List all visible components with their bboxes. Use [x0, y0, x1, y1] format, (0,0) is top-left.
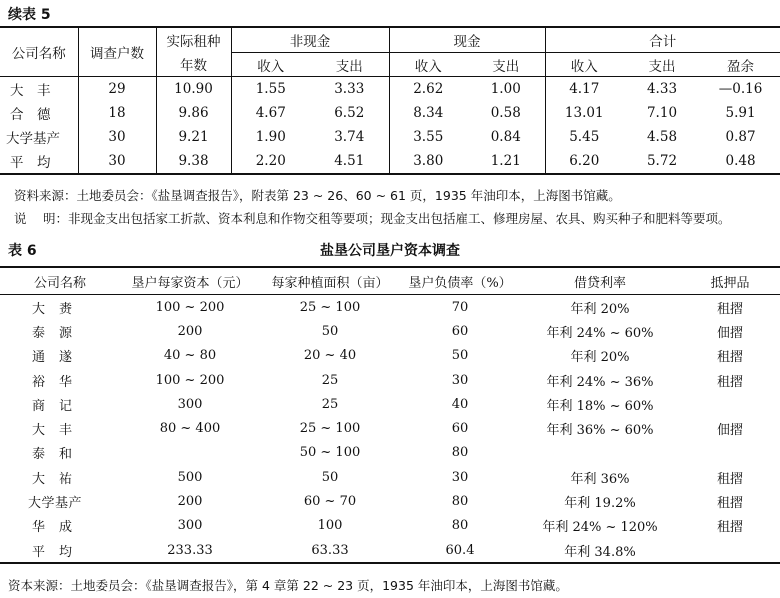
row-area: 25	[321, 396, 339, 412]
row-company: 裕 华	[32, 374, 73, 390]
table-row	[0, 392, 780, 416]
header-debt-rate: 垦户负债率（%）	[400, 267, 520, 295]
row-nc-expense: 3.74	[334, 129, 365, 145]
row-collateral: 租摺	[716, 496, 743, 512]
row-rate: 年利 34.8%	[520, 538, 680, 563]
header-cash-expense: 支出	[467, 53, 545, 77]
row-c-expense: 0.84	[490, 129, 521, 145]
row-collateral	[680, 538, 780, 563]
row-t-income: 6.20	[545, 149, 623, 174]
row-rate: 年利 20%	[570, 350, 630, 366]
row-rate: 年利 24% ~ 36%	[546, 374, 654, 390]
row-rate: 年利 19.2%	[564, 496, 636, 512]
row-capital: 100 ~ 200	[155, 372, 225, 388]
row-area: 50	[321, 469, 339, 485]
row-company: 大 丰	[10, 83, 51, 99]
table5-source-note: 资料来源：土地委员会：《盐垦调查报告》，附表第 23 ~ 26、60 ~ 61 页，1935 年油印本，上海图书馆藏。	[14, 188, 621, 203]
table-row	[0, 368, 780, 392]
header-noncash-expense: 支出	[310, 53, 389, 77]
row-area: 50 ~ 100	[299, 445, 361, 461]
table-row	[0, 149, 780, 174]
table6-source-note: 资本来源：土地委员会：《盐垦调查报告》，第 4 章第 22 ~ 23 页，1935 年油印本，上海图书馆藏。	[8, 578, 568, 593]
table5	[0, 26, 780, 175]
row-nc-income: 4.67	[231, 101, 310, 125]
row-collateral: 租摺	[716, 520, 743, 536]
table6-caption: 表 6	[8, 243, 37, 259]
row-c-income: 2.62	[389, 77, 467, 102]
table-row	[0, 295, 780, 320]
row-years: 10.90	[156, 77, 231, 102]
row-area: 63.33	[260, 538, 400, 563]
header-loan-rate: 借贷利率	[520, 267, 680, 295]
row-capital: 300	[177, 396, 203, 412]
row-rate: 年利 18% ~ 60%	[546, 398, 654, 414]
row-t-expense: 7.10	[646, 105, 678, 121]
row-c-expense: 1.21	[467, 149, 545, 174]
header-total-expense: 支出	[623, 53, 701, 77]
row-company: 大学基产	[28, 496, 83, 512]
row-company: 通 遂	[32, 350, 73, 366]
row-rate: 年利 24% ~ 120%	[542, 520, 658, 536]
header-households: 调查户数	[78, 27, 156, 77]
row-surplus: —0.16	[718, 81, 763, 97]
table-row	[0, 416, 780, 440]
row-company: 大 丰	[32, 423, 73, 439]
table-row	[0, 489, 780, 513]
row-years: 9.21	[156, 125, 231, 149]
table6	[0, 266, 780, 564]
row-area: 25	[321, 372, 339, 388]
row-t-expense: 4.33	[646, 81, 678, 97]
row-surplus: 0.48	[701, 149, 780, 174]
table-row	[0, 538, 780, 563]
row-years: 9.86	[156, 101, 231, 125]
row-debt: 60.4	[400, 538, 520, 563]
row-company: 大 祐	[32, 471, 73, 487]
header-surplus: 盈余	[701, 53, 780, 77]
row-years: 9.38	[156, 149, 231, 174]
row-collateral: 租摺	[716, 471, 743, 487]
row-nc-expense: 4.51	[310, 149, 389, 174]
row-capital: 80 ~ 400	[159, 421, 221, 437]
header-area: 每家种植面积（亩）	[260, 267, 400, 295]
row-area: 100	[317, 518, 343, 534]
row-company: 大学基产	[6, 131, 60, 147]
row-nc-income: 2.20	[231, 149, 310, 174]
row-t-expense: 4.58	[646, 129, 678, 145]
table-row	[0, 441, 780, 465]
row-c-income: 3.80	[389, 149, 467, 174]
row-company: 泰 和	[32, 447, 73, 463]
table-row	[0, 101, 780, 125]
row-t-expense: 5.72	[623, 149, 701, 174]
row-area: 25 ~ 100	[299, 299, 361, 315]
row-households: 30	[78, 149, 156, 174]
row-households: 18	[78, 101, 156, 125]
row-t-income: 13.01	[545, 101, 623, 125]
row-capital: 40 ~ 80	[163, 348, 217, 364]
row-c-income: 3.55	[389, 125, 467, 149]
header-noncash-income: 收入	[231, 53, 310, 77]
row-nc-expense: 6.52	[334, 105, 365, 121]
row-collateral: 租摺	[716, 374, 743, 390]
row-surplus: 0.87	[725, 129, 756, 145]
header-noncash: 非现金	[231, 27, 389, 53]
row-c-income: 8.34	[389, 101, 467, 125]
row-area: 25 ~ 100	[299, 421, 361, 437]
row-debt: 80	[451, 494, 469, 510]
header-cash: 现金	[389, 27, 545, 53]
header-cash-income: 收入	[389, 53, 467, 77]
row-t-income: 5.45	[545, 125, 623, 149]
row-capital: 200	[177, 494, 203, 510]
row-collateral: 租摺	[716, 350, 743, 366]
row-households: 30	[78, 125, 156, 149]
table-row	[0, 465, 780, 489]
row-debt: 30	[451, 372, 469, 388]
row-debt: 60	[451, 421, 469, 437]
header-company: 公司名称	[0, 27, 78, 77]
table5-caption: 续表 5	[8, 7, 51, 23]
row-rate: 年利 24% ~ 60%	[546, 325, 654, 341]
table-row	[0, 514, 780, 538]
header-total-income: 收入	[545, 53, 623, 77]
row-capital: 300	[177, 518, 203, 534]
row-rate	[520, 441, 680, 465]
row-company: 泰 源	[32, 325, 73, 341]
row-area: 20 ~ 40	[303, 348, 357, 364]
row-c-expense: 0.58	[490, 105, 521, 121]
header-rent-years-line1: 实际租种	[156, 27, 231, 53]
table-row	[0, 344, 780, 368]
row-debt: 40	[451, 396, 469, 412]
row-surplus: 5.91	[725, 105, 756, 121]
table6-title: 盐垦公司垦户资本调查	[320, 243, 460, 259]
table-row	[0, 77, 780, 102]
row-collateral: 佃摺	[716, 423, 743, 439]
header-rent-years-line2: 年数	[156, 53, 231, 77]
table-row	[0, 319, 780, 343]
row-c-expense: 1.00	[490, 81, 521, 97]
row-households: 29	[78, 77, 156, 102]
row-capital: 200	[177, 323, 203, 339]
header-company: 公司名称	[0, 267, 120, 295]
row-capital: 233.33	[120, 538, 260, 563]
row-collateral: 租摺	[716, 301, 743, 317]
row-capital: 500	[177, 469, 203, 485]
row-collateral	[680, 441, 780, 465]
row-rate: 年利 36% ~ 60%	[546, 423, 654, 439]
row-capital	[120, 441, 260, 465]
row-company: 合 德	[10, 107, 51, 123]
row-debt: 80	[451, 518, 469, 534]
header-capital: 垦户每家资本（元）	[120, 267, 260, 295]
row-nc-expense: 3.33	[334, 81, 365, 97]
row-debt: 60	[451, 323, 469, 339]
row-company: 平 均	[0, 149, 78, 174]
row-nc-income: 1.90	[231, 125, 310, 149]
row-debt: 80	[451, 445, 469, 461]
table-row	[0, 125, 780, 149]
row-company: 大 赉	[32, 301, 73, 317]
row-collateral	[680, 392, 780, 416]
row-area: 60 ~ 70	[303, 494, 357, 510]
row-collateral: 佃摺	[716, 325, 743, 341]
row-capital: 100 ~ 200	[155, 299, 225, 315]
row-company: 平 均	[0, 538, 120, 563]
row-company: 华 成	[32, 520, 73, 536]
row-debt: 70	[451, 299, 469, 315]
row-company: 商 记	[32, 398, 73, 414]
row-nc-income: 1.55	[231, 77, 310, 102]
row-debt: 50	[451, 348, 469, 364]
row-area: 50	[321, 323, 339, 339]
header-collateral: 抵押品	[680, 267, 780, 295]
row-rate: 年利 36%	[570, 471, 630, 487]
row-t-income: 4.17	[545, 77, 623, 102]
row-debt: 30	[451, 469, 469, 485]
header-total: 合计	[545, 27, 780, 53]
table5-explain-note: 说 明：非现金支出包括家工折款、资本利息和作物交租等要项；现金支出包括雇工、修理房屋、农具、购买种子和肥料等要项。	[14, 211, 731, 226]
row-rate: 年利 20%	[570, 301, 630, 317]
